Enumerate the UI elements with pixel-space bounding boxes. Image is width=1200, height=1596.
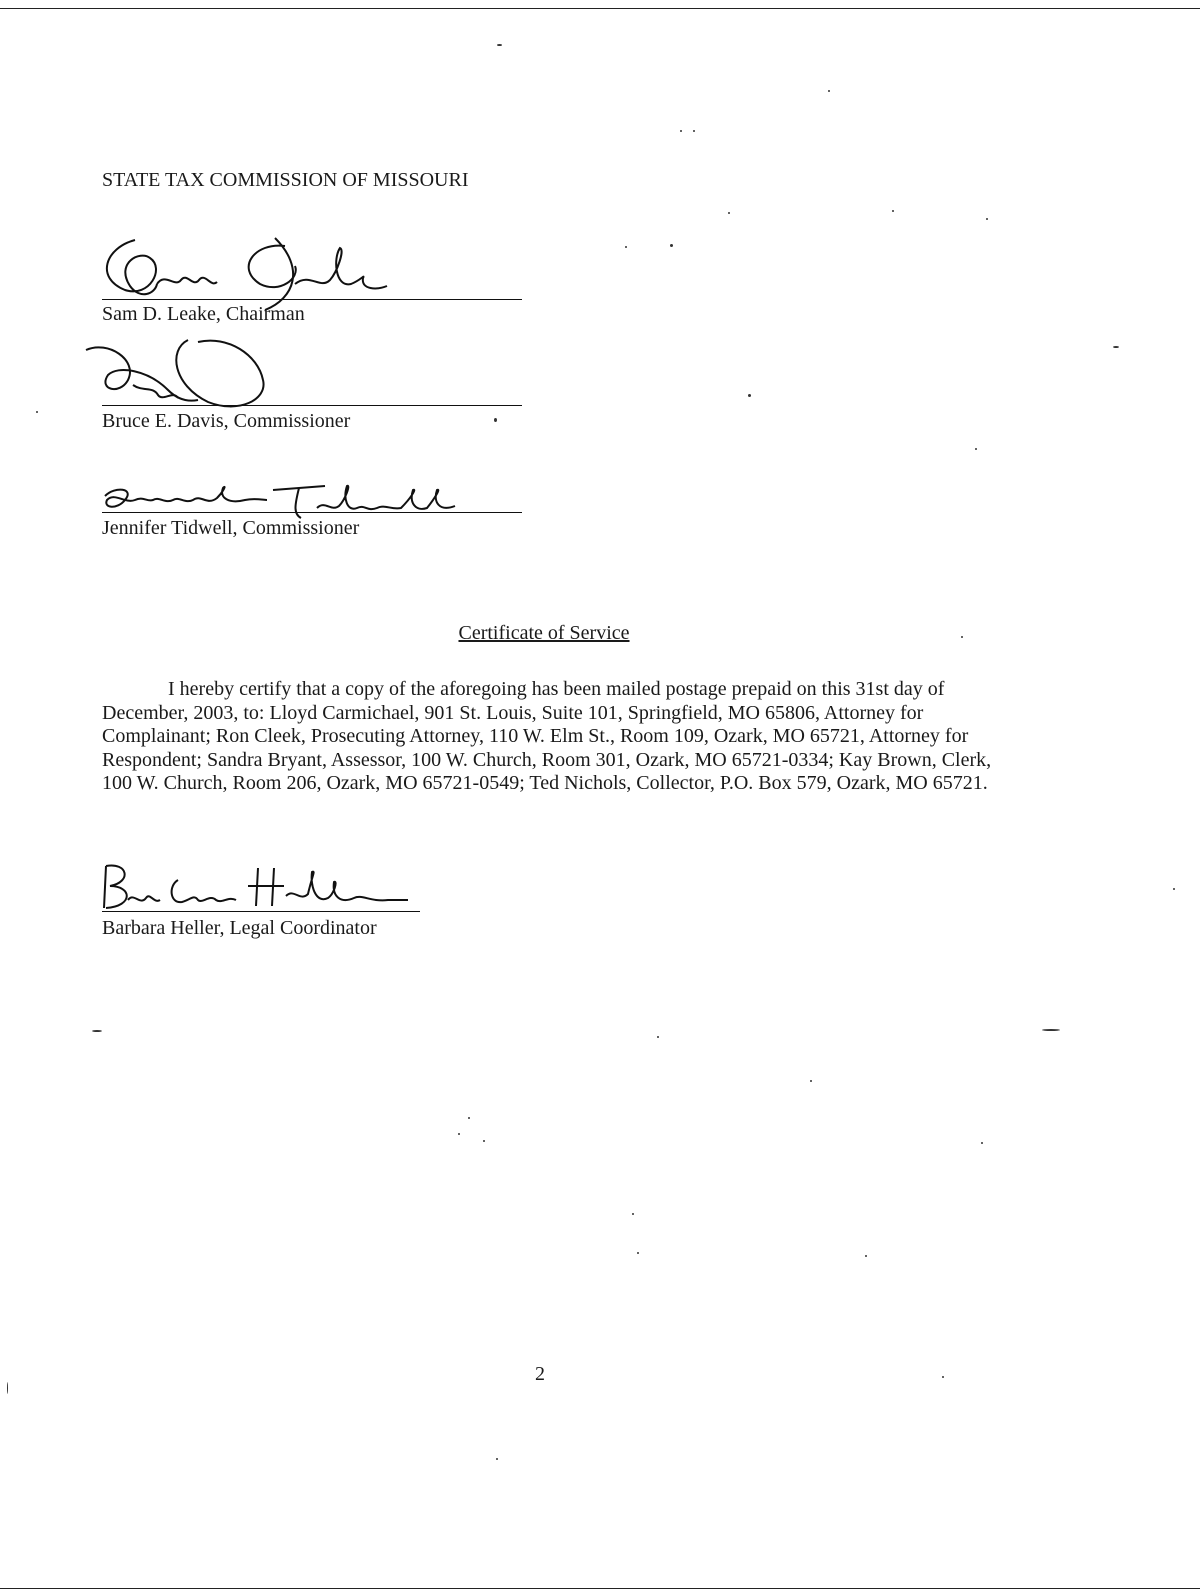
scan-speck	[810, 1080, 812, 1082]
scan-speck	[748, 394, 751, 397]
scan-speck	[680, 130, 682, 132]
scan-speck	[942, 1376, 944, 1378]
signature-line-1	[102, 299, 522, 300]
certificate-title: Certificate of Service	[458, 622, 630, 644]
signatory-name-2: Bruce E. Davis, Commissioner	[102, 410, 351, 432]
signature-line-2	[102, 405, 522, 406]
scan-speck	[36, 411, 38, 413]
signatory-name-3: Jennifer Tidwell, Commissioner	[102, 517, 360, 539]
scan-speck	[975, 448, 977, 450]
scan-border-top	[0, 8, 1200, 9]
scan-speck	[657, 1036, 659, 1038]
scan-speck	[92, 1030, 102, 1032]
scan-border-bottom	[0, 1588, 1200, 1589]
scan-speck	[865, 1255, 867, 1257]
signature-line-4	[102, 911, 420, 912]
signature-bruce-davis	[78, 330, 298, 415]
scan-speck	[496, 1458, 498, 1460]
scan-speck	[497, 44, 502, 46]
scan-speck	[828, 90, 830, 92]
certificate-signer: Barbara Heller, Legal Coordinator	[102, 917, 377, 939]
scan-speck	[494, 418, 497, 422]
scan-speck	[986, 218, 988, 220]
scan-speck	[961, 636, 963, 638]
scan-speck	[632, 1213, 634, 1215]
scan-speck	[670, 244, 673, 247]
scan-speck	[693, 130, 695, 132]
scan-speck	[728, 212, 730, 214]
scan-speck	[1042, 1029, 1060, 1031]
scan-speck	[458, 1133, 460, 1135]
scan-speck	[625, 246, 627, 248]
scan-speck	[637, 1252, 639, 1254]
scan-speck	[483, 1140, 485, 1142]
signature-line-3	[102, 512, 522, 513]
signature-barbara-heller	[98, 856, 418, 912]
commission-heading: STATE TAX COMMISSION OF MISSOURI	[102, 169, 469, 191]
signatory-name-1: Sam D. Leake, Chairman	[102, 303, 305, 325]
scan-speck	[892, 210, 894, 212]
scan-speck	[981, 1142, 983, 1144]
certificate-body: I hereby certify that a copy of the aforegoing has been mailed postage prepaid on this 31st day of December, 2003, to: Lloyd Carmichael, 901 St. Louis, Suite 101, Springfield, MO 65806, Attorney for Complainant; Ron Cleek, Prosecuting Attorney, 110 W. Elm St., Room 109, Ozark, MO 65721, Attorney for Respondent; Sandra Bryant, Assessor, 100 W. Church, Room 301, Ozark, MO 65721-0334; Kay Brown, Clerk, 100 W. Church, Room 206, Ozark, MO 65721-0549; Ted Nichols, Collector, P.O. Box 579, Ozark, MO 65721.	[102, 678, 992, 794]
page-number: 2	[535, 1363, 545, 1385]
scan-speck	[1173, 888, 1175, 890]
scan-speck	[7, 1382, 8, 1394]
scan-speck	[1113, 346, 1119, 348]
scan-speck	[468, 1117, 470, 1119]
